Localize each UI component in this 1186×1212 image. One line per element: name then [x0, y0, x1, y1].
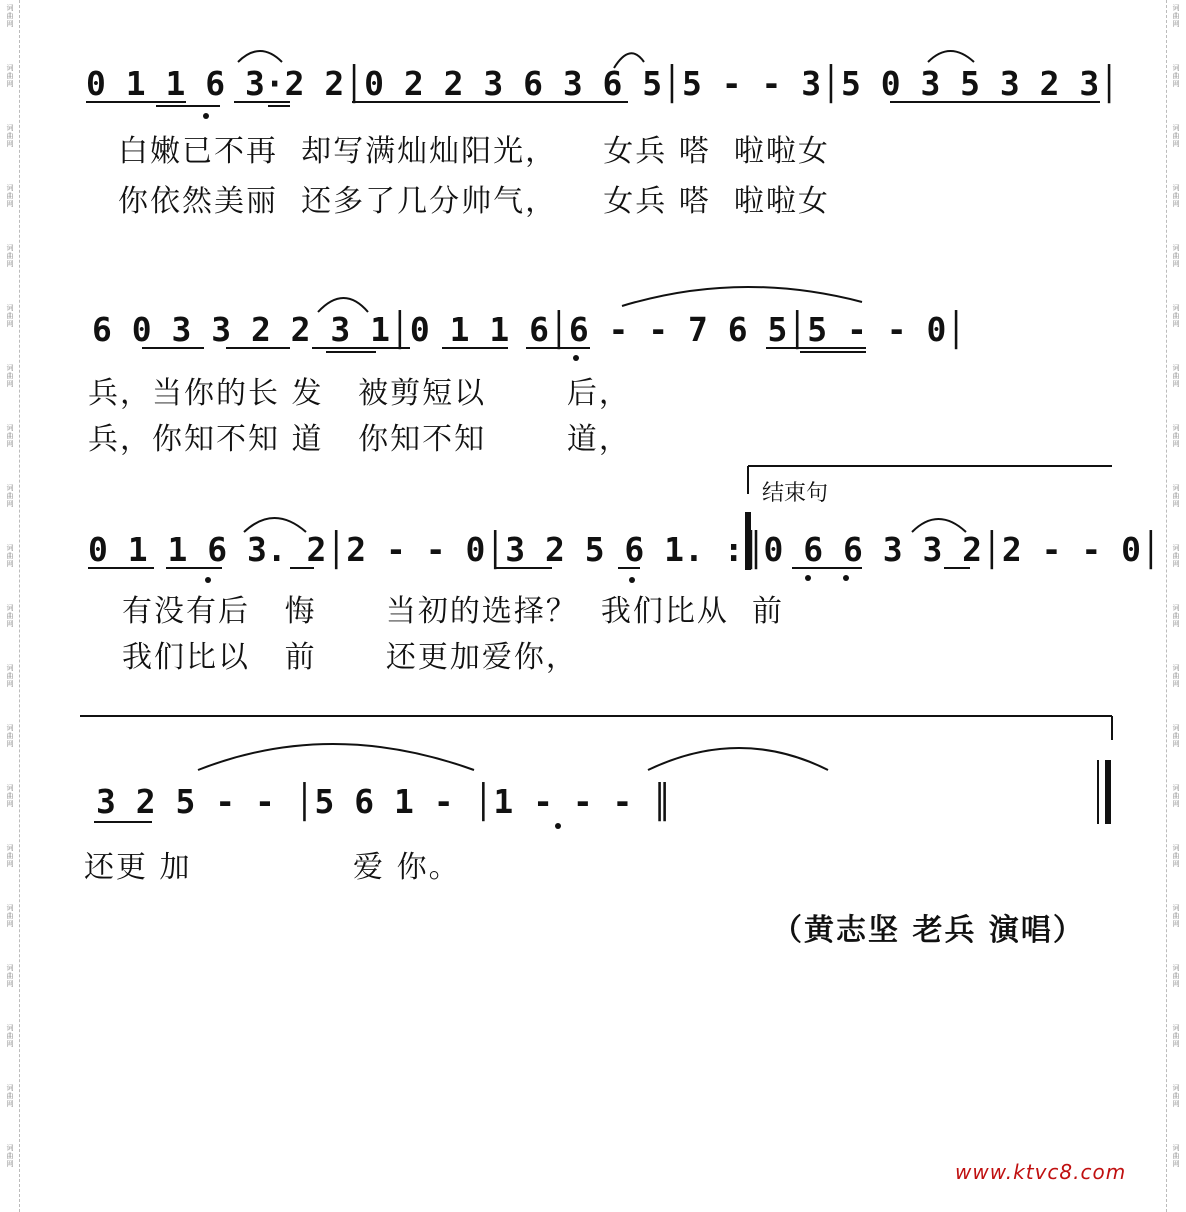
margin-watermark-mark: 词 曲 网: [1172, 544, 1180, 568]
lyrics-row-2-verse-1: 兵，当你的长 发 被剪短以 后，: [88, 376, 631, 411]
margin-watermark-mark: 词 曲 网: [1172, 124, 1180, 148]
site-watermark: www.ktvc8.com: [955, 1160, 1127, 1184]
margin-watermark-mark: 词 曲 网: [6, 784, 14, 808]
margin-watermark-mark: 词 曲 网: [6, 4, 14, 28]
margin-watermark-mark: 词 曲 网: [6, 484, 14, 508]
ending-section-label: 结束句: [762, 481, 829, 506]
notation-row-3: 0 1 1 6 3. 2│2 - - 0│3 2 5 6 1. :║0 6 6 3 3 2│2 - - 0│: [88, 530, 1161, 569]
lyrics-row-3-verse-1: 有没有后 悔 当初的选择？ 我们比从 前: [122, 594, 784, 629]
margin-watermark-mark: 词 曲 网: [1172, 64, 1180, 88]
margin-watermark-mark: 词 曲 网: [6, 64, 14, 88]
margin-watermark-mark: 词 曲 网: [6, 964, 14, 988]
margin-watermark-mark: 词 曲 网: [6, 124, 14, 148]
notation-row-2: 6 0 3 3 2 2 3 1│0 1 1 6│6 - - 7 6 5│5 - - 0│: [92, 310, 967, 349]
margin-watermark-mark: 词 曲 网: [1172, 244, 1180, 268]
margin-watermark-mark: 词 曲 网: [6, 664, 14, 688]
margin-watermark-mark: 词 曲 网: [1172, 1024, 1180, 1048]
margin-watermark-mark: 词 曲 网: [1172, 604, 1180, 628]
margin-watermark-mark: 词 曲 网: [1172, 4, 1180, 28]
margin-watermark-mark: 词 曲 网: [1172, 1144, 1180, 1168]
margin-watermark-mark: 词 曲 网: [6, 1144, 14, 1168]
margin-watermark-mark: 词 曲 网: [6, 604, 14, 628]
margin-watermark-mark: 词 曲 网: [1172, 424, 1180, 448]
margin-watermark-mark: 词 曲 网: [6, 184, 14, 208]
margin-watermark-mark: 词 曲 网: [1172, 844, 1180, 868]
margin-watermark-mark: 词 曲 网: [1172, 904, 1180, 928]
lyrics-row-3-verse-2: 我们比以 前 还更加爱你，: [122, 640, 578, 675]
margin-watermark-mark: 词 曲 网: [1172, 1084, 1180, 1108]
margin-watermark-mark: 词 曲 网: [1172, 724, 1180, 748]
margin-watermark-mark: 词 曲 网: [1172, 484, 1180, 508]
margin-watermark-mark: 词 曲 网: [1172, 184, 1180, 208]
margin-watermark-mark: 词 曲 网: [1172, 304, 1180, 328]
margin-watermark-mark: 词 曲 网: [6, 424, 14, 448]
margin-watermark-mark: 词 曲 网: [1172, 664, 1180, 688]
notation-row-4: 3 2 5 - - │5 6 1 - │1 - - - ║: [96, 782, 673, 821]
performer-credit: （黄志坚 老兵 演唱）: [772, 913, 1085, 948]
notation-row-1: 0 1 1 6 3·2 2│0 2 2 3 6 3 6 5│5 - - 3│5 0 3 5 3 2 3│: [86, 64, 1120, 103]
margin-watermark-mark: 词 曲 网: [6, 724, 14, 748]
margin-watermark-mark: 词 曲 网: [1172, 784, 1180, 808]
lyrics-row-1-verse-2: 你依然美丽 还多了几分帅气， 女兵 嗒 啦啦女: [118, 184, 830, 219]
margin-watermark-mark: 词 曲 网: [6, 1024, 14, 1048]
margin-watermark-mark: 词 曲 网: [6, 244, 14, 268]
margin-watermark-mark: 词 曲 网: [1172, 364, 1180, 388]
margin-watermark-mark: 词 曲 网: [6, 844, 14, 868]
margin-watermark-mark: 词 曲 网: [6, 904, 14, 928]
margin-watermark-mark: 词 曲 网: [6, 1084, 14, 1108]
lyrics-row-1-verse-1: 白嫩已不再 却写满灿灿阳光， 女兵 嗒 啦啦女: [118, 134, 830, 169]
margin-watermark-mark: 词 曲 网: [6, 304, 14, 328]
margin-watermark-mark: 词 曲 网: [1172, 964, 1180, 988]
lyrics-row-4: 还更 加 爱 你。: [84, 850, 461, 885]
margin-watermark-mark: 词 曲 网: [6, 544, 14, 568]
margin-watermark-mark: 词 曲 网: [6, 364, 14, 388]
lyrics-row-2-verse-2: 兵，你知不知 道 你知不知 道，: [88, 422, 631, 457]
